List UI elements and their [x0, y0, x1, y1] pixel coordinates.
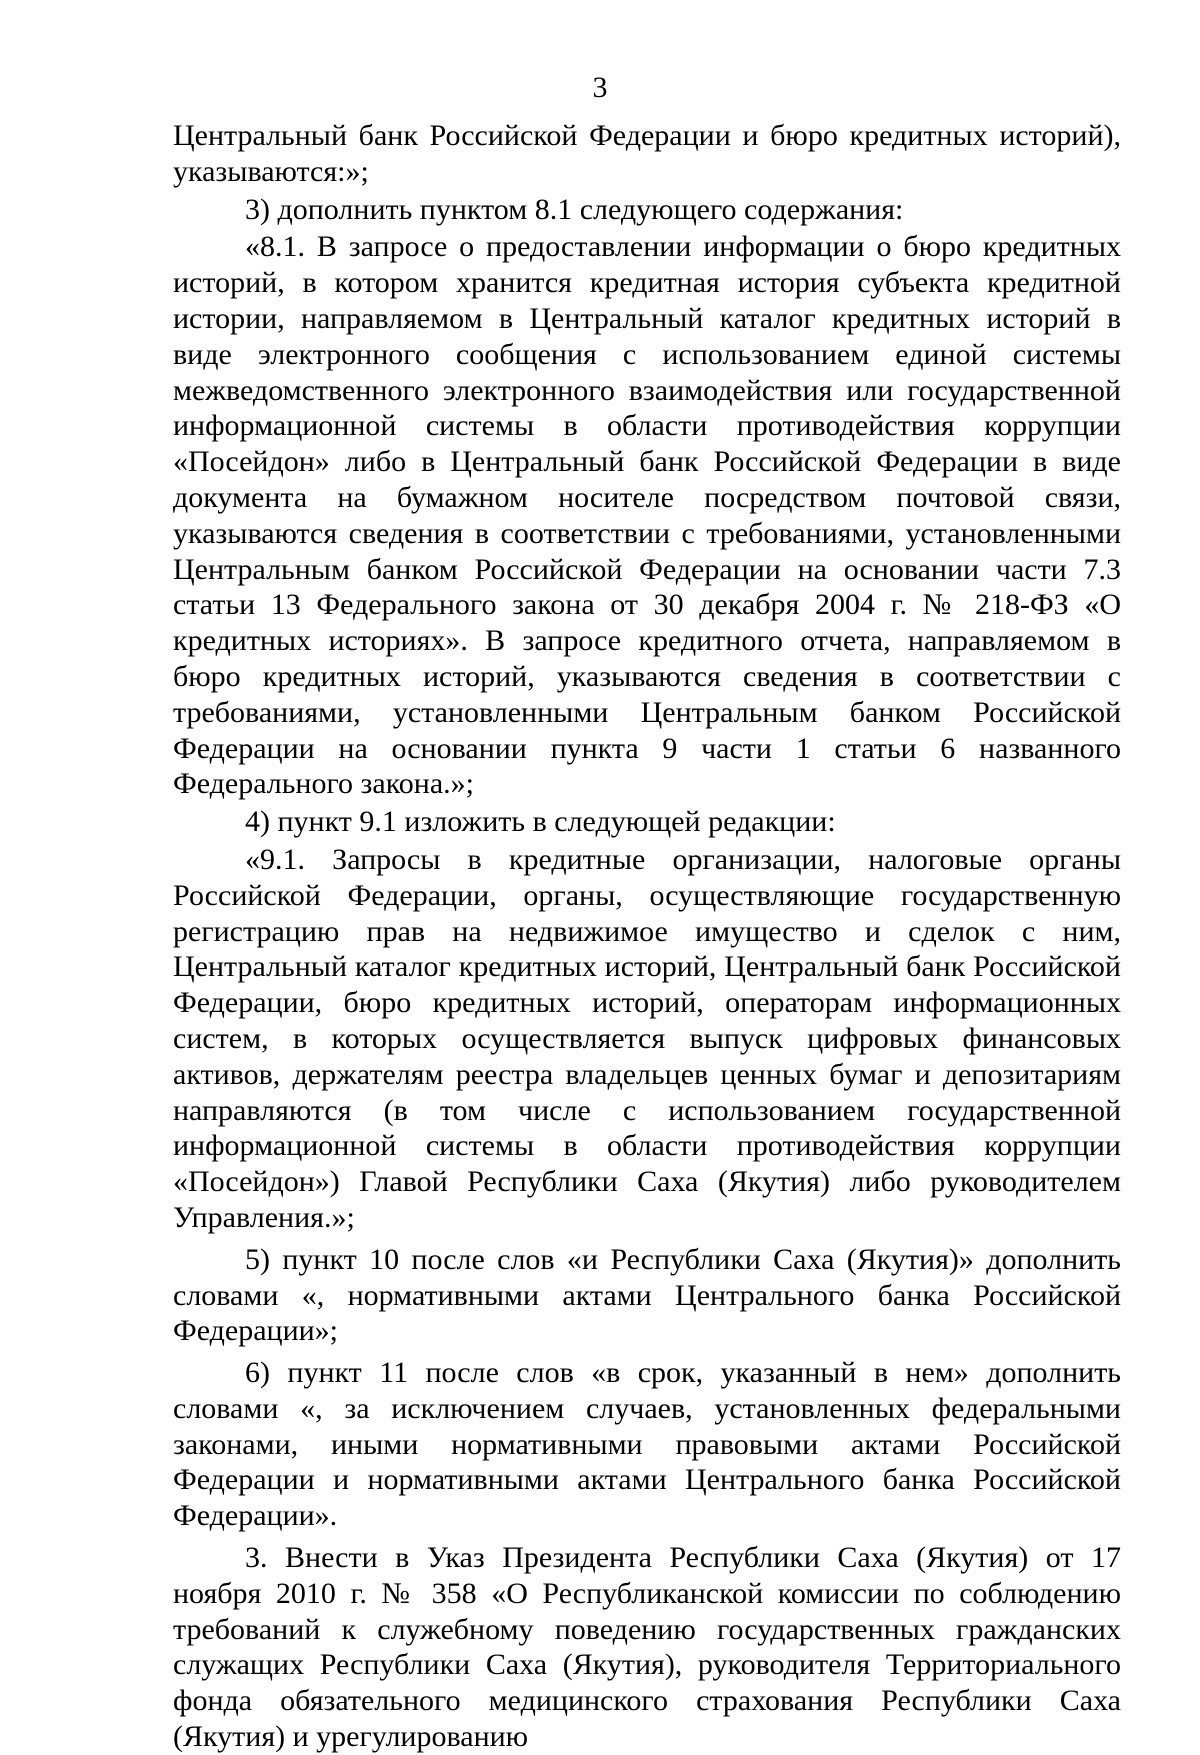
document-body	[173, 118, 1121, 1755]
paragraph-item-6: 6) пункт 11 после слов «в срок, указанный в нем» дополнить словами «, за исключением случаев, установленных федеральными законами, иными нормативными правовыми актами Российской Федерации и нормативными актами Центрального банка Российской Федерации».	[173, 1356, 1121, 1533]
paragraph-item-5: 5) пункт 10 после слов «и Республики Саха (Якутия)» дополнить словами «, нормативными актами Центрального банка Российской Федерации»;	[173, 1242, 1121, 1348]
paragraph-item-3: 3) дополнить пунктом 8.1 следующего содержания:	[245, 192, 904, 226]
paragraph-continuation: Центральный банк Российской Федерации и бюро кредитных историй), указываются:»;	[173, 119, 1121, 188]
paragraph-clause-9-1: «9.1. Запросы в кредитные организации, налоговые органы Российской Федерации, органы, осуществляющие государственную регистрацию прав на недвижимое имущество и сделок с ним, Центральный каталог кредитных историй, Центральный банк Российской Федерации, бюро кредитных историй, операторам информационных систем, в которых осуществляется выпуск цифровых финансовых активов, держателям реестра владельцев ценных бумаг и депозитариям направляются (в том числе с использованием государственной информационной системы в области противодействия коррупции «Посейдон») Главой Республики Саха (Якутия) либо руководителем Управления.»;	[173, 842, 1121, 1234]
paragraph-section-3: 3. Внести в Указ Президента Республики Саха (Якутия) от 17 ноября 2010 г. № 358 «О Республиканской комиссии по соблюдению требований к служебному поведению государственных гражданских служащих Республики Саха (Якутия), руководителя Территориального фонда обязательного медицинского страхования Республики Саха (Якутия) и урегулированию	[173, 1541, 1121, 1754]
paragraph-clause-8-1: «8.1. В запросе о предоставлении информации о бюро кредитных историй, в котором хранится кредитная история субъекта кредитной истории, направляемом в Центральный каталог кредитных историй в виде электронного сообщения с использованием единой системы межведомственного электронного взаимодействия или государственной информационной системы в области противодействия коррупции «Посейдон» либо в Центральный банк Российской Федерации в виде документа на бумажном носителе посредством почтовой связи, указываются сведения в соответствии с требованиями, установленными Центральным банком Российской Федерации на основании части 7.3 статьи 13 Федерального закона от 30 декабря 2004 г. № 218-ФЗ «О кредитных историях». В запросе кредитного отчета, направляемом в бюро кредитных историй, указываются сведения в соответствии с требованиями, установленными Центральным банком Российской Федерации на основании пункта 9 части 1 статьи 6 названного Федерального закона.»;	[173, 230, 1121, 801]
page-number: 3	[592, 71, 608, 104]
paragraph-item-4: 4) пункт 9.1 изложить в следующей редакции:	[245, 805, 836, 839]
